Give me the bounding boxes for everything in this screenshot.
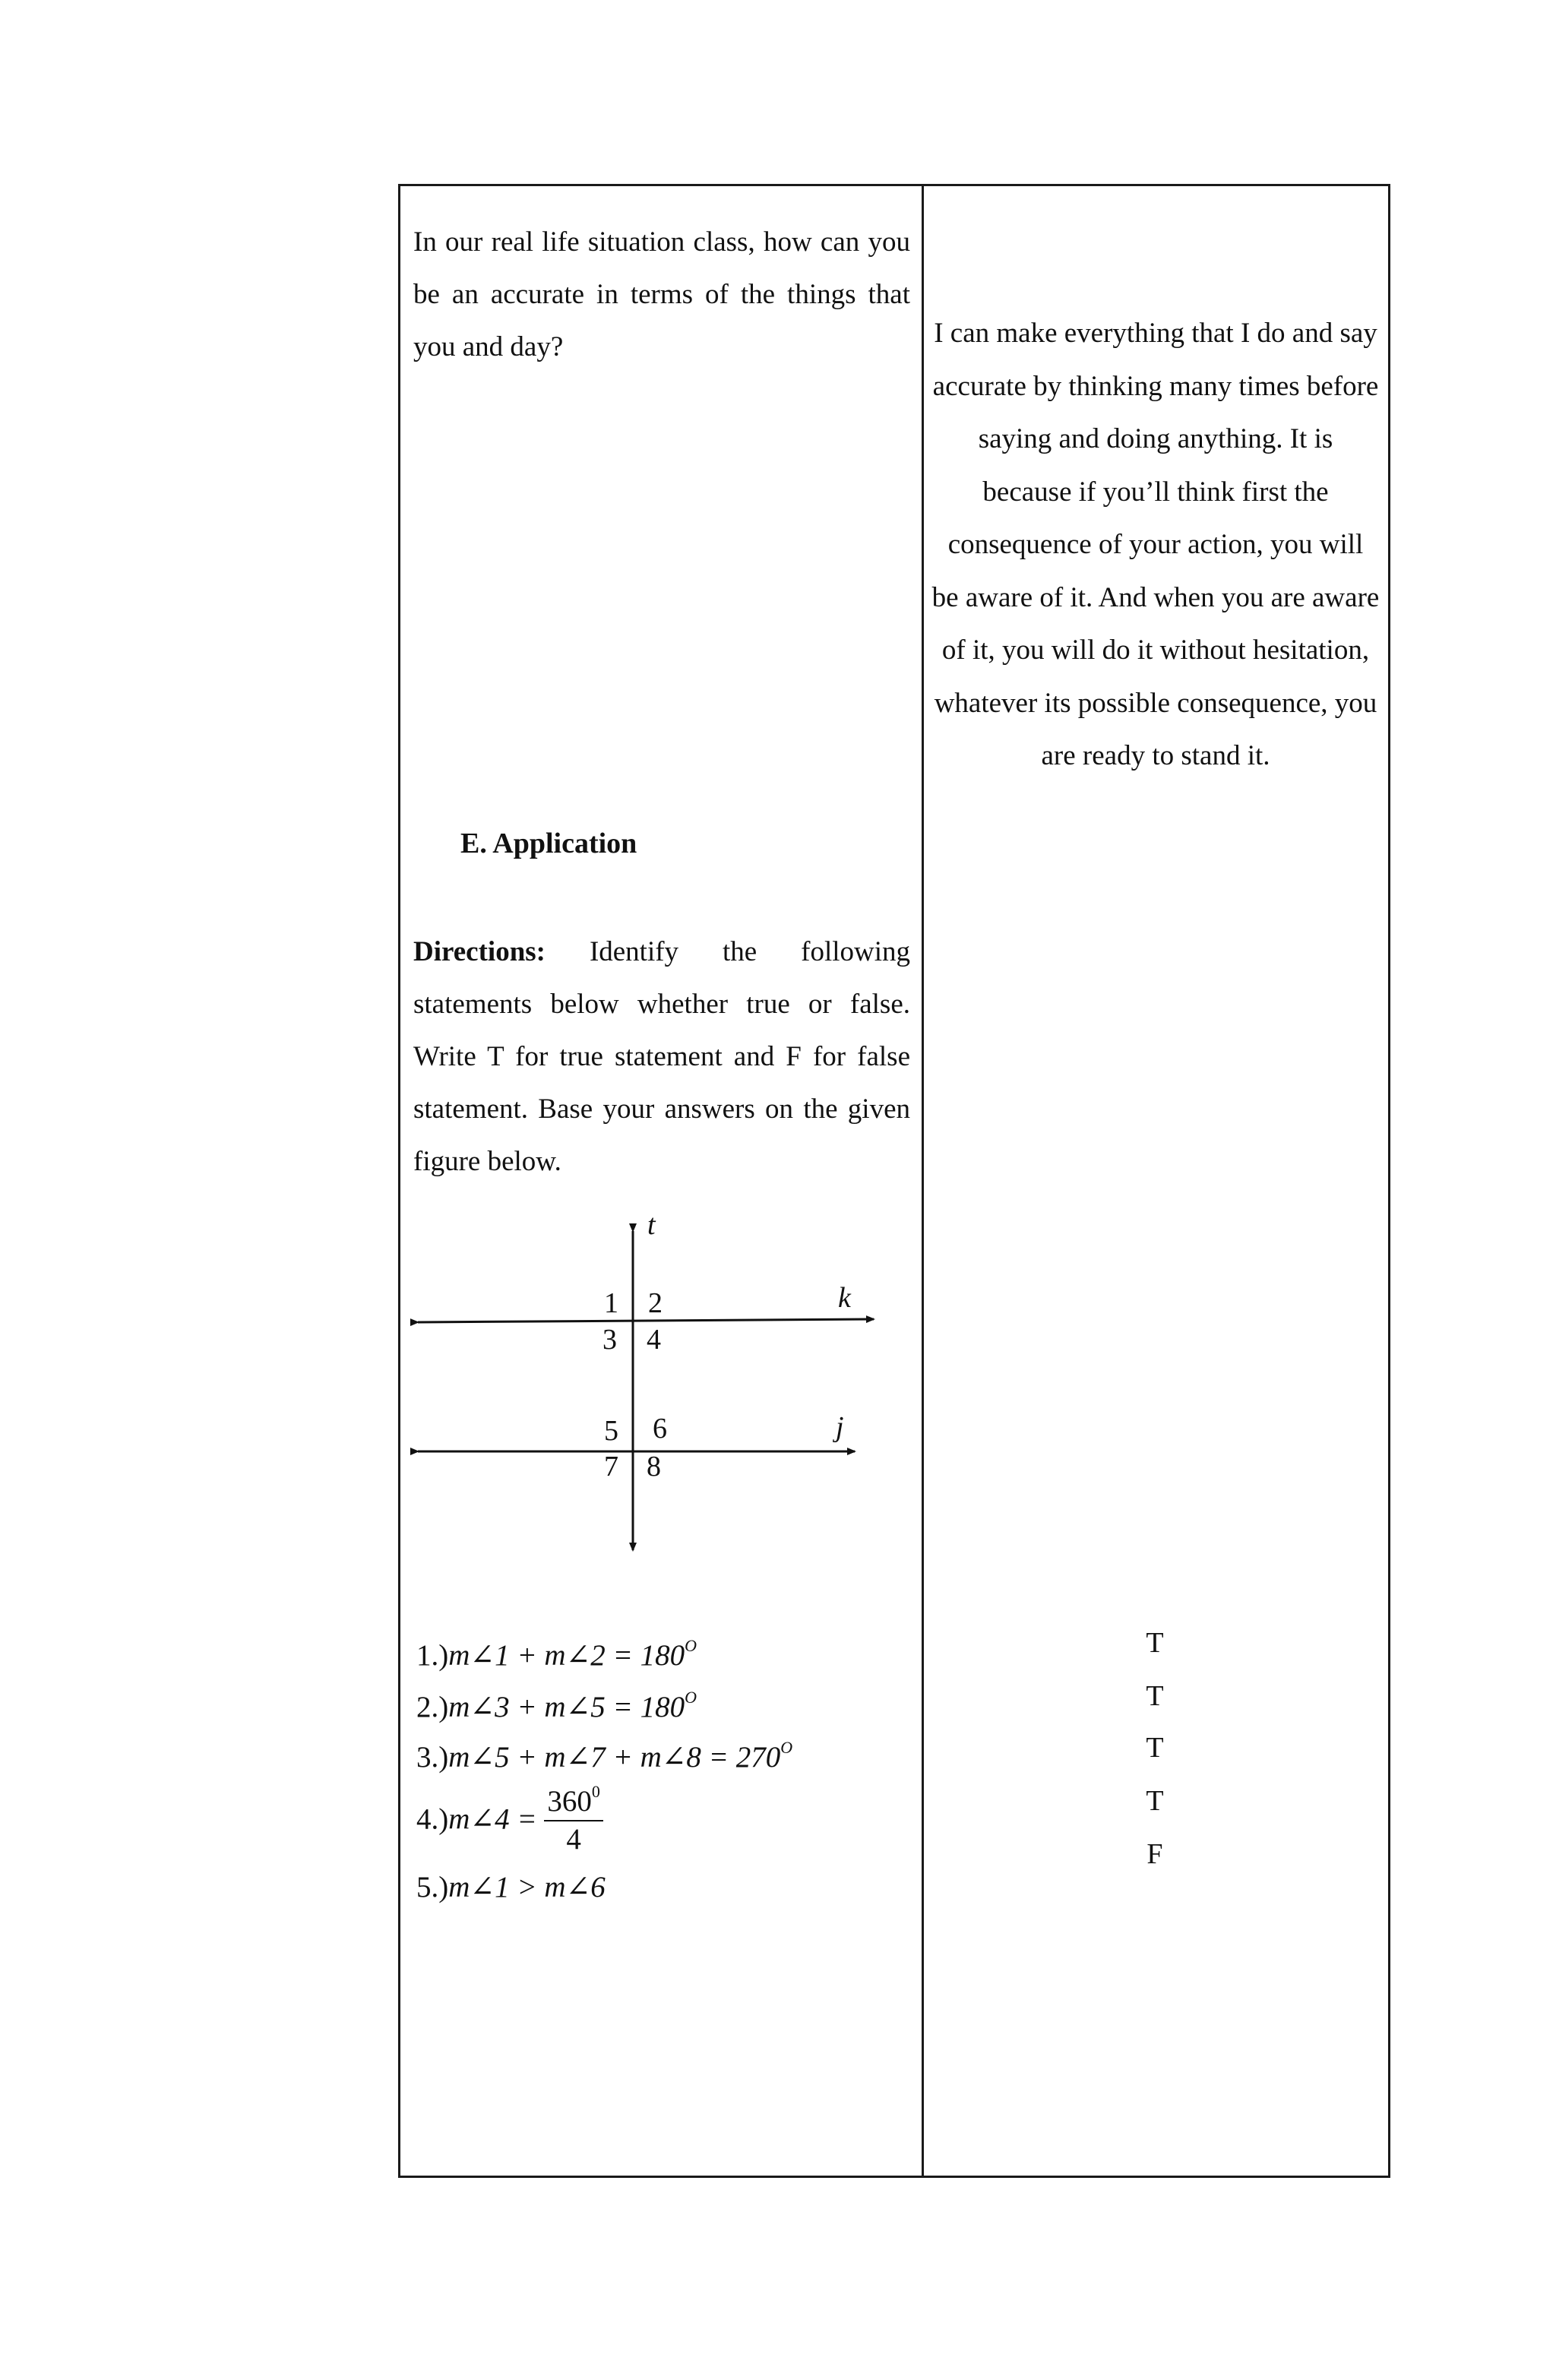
fraction-numerator bbox=[544, 1780, 603, 1821]
degree-mark: 0 bbox=[591, 1782, 600, 1801]
reflection-question: In our real life situation class, how can you be an accurate in terms of the things that you and day? bbox=[413, 226, 910, 362]
statement-4 bbox=[416, 1784, 603, 1859]
fraction bbox=[544, 1780, 603, 1855]
line-j-label: j bbox=[836, 1411, 844, 1443]
angle-label-3: 3 bbox=[602, 1324, 617, 1356]
answer-3: T bbox=[1146, 1732, 1164, 1764]
directions-text: Identify the following statements below whether true or false. Write T for true statement and F for false statement. Base your answers on the given figure below. bbox=[413, 936, 910, 1177]
parallel-lines-figure bbox=[410, 1208, 897, 1565]
angle-label-7: 7 bbox=[604, 1451, 618, 1483]
angle-label-8: 8 bbox=[647, 1451, 661, 1483]
directions-paragraph bbox=[413, 926, 910, 1188]
angle-label-2: 2 bbox=[648, 1287, 663, 1319]
section-heading: E. Application bbox=[460, 828, 637, 859]
line-k-label: k bbox=[838, 1282, 851, 1314]
fraction-denominator: 4 bbox=[566, 1823, 581, 1856]
answer-4: T bbox=[1146, 1785, 1164, 1817]
degree-mark: O bbox=[685, 1688, 697, 1707]
statement-expression: m∠3 + m∠5 = 180 bbox=[448, 1691, 685, 1723]
answer-5: F bbox=[1146, 1838, 1163, 1870]
statement-number: 4.) bbox=[416, 1802, 449, 1836]
statement-number: 2.) bbox=[416, 1691, 449, 1723]
statement-1 bbox=[416, 1634, 697, 1671]
degree-mark: O bbox=[685, 1636, 697, 1655]
statement-2 bbox=[416, 1685, 697, 1723]
numerator-value: 360 bbox=[547, 1785, 592, 1818]
degree-mark: O bbox=[780, 1738, 793, 1757]
column-divider bbox=[922, 184, 924, 2178]
statement-5 bbox=[416, 1872, 606, 1903]
statement-expression: m∠1 > m∠6 bbox=[448, 1871, 606, 1904]
statement-expression: m∠4 = bbox=[448, 1802, 537, 1836]
statement-3 bbox=[416, 1736, 792, 1773]
statement-number: 3.) bbox=[416, 1741, 449, 1774]
statement-expression: m∠1 + m∠2 = 180 bbox=[448, 1639, 685, 1672]
angle-label-4: 4 bbox=[647, 1324, 661, 1356]
statement-expression: m∠5 + m∠7 + m∠8 = 270 bbox=[448, 1741, 781, 1774]
statement-number: 1.) bbox=[416, 1639, 449, 1672]
answer-1: T bbox=[1146, 1627, 1164, 1659]
transversal-label: t bbox=[647, 1209, 656, 1241]
directions-label: Directions: bbox=[413, 936, 546, 967]
statement-number: 5.) bbox=[416, 1871, 449, 1904]
angle-label-6: 6 bbox=[653, 1413, 667, 1445]
answer-2: T bbox=[1146, 1680, 1164, 1712]
reflection-answer: I can make everything that I do and say accurate by thinking many times before saying and doing anything. It is because if you’ll think first the consequence of your action, you will be aware of it. And when you are aware of it, you will do it without hesitation, whatever its possible consequence, you are ready to stand it. bbox=[931, 318, 1380, 771]
line-k bbox=[418, 1319, 874, 1322]
angle-label-5: 5 bbox=[604, 1415, 618, 1447]
angle-label-1: 1 bbox=[604, 1287, 618, 1319]
